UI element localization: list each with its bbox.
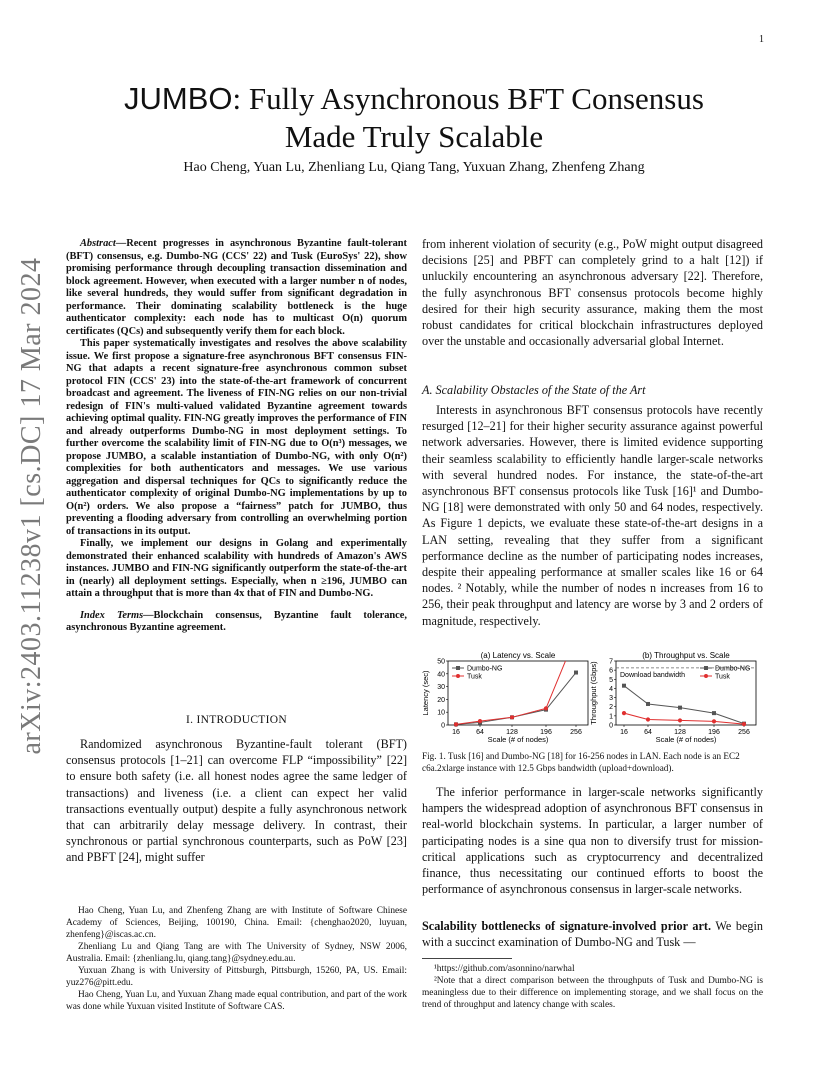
- y-tick-label: 1: [609, 713, 613, 721]
- y-tick-label: 40: [437, 671, 445, 679]
- paper-title: [64, 80, 764, 156]
- y-axis-label: Throughput (Gbps): [589, 661, 598, 725]
- subsection-heading-a: A. Scalability Obstacles of the State of the Art: [422, 383, 646, 397]
- legend-marker: [456, 666, 460, 670]
- series-line-tusk: [624, 713, 744, 724]
- x-tick-label: 128: [674, 729, 686, 736]
- title-line2: Made Truly Scalable: [284, 119, 544, 154]
- footnote-2: ²Note that a direct comparison between the throughputs of Tusk and Dumbo-NG is meaningless due to their difference on implementing storage, and we shall focus on the trend of throughput and latency change with scales.: [422, 976, 763, 1010]
- data-point: [478, 719, 482, 723]
- y-tick-label: 3: [609, 695, 613, 703]
- data-point: [574, 671, 578, 675]
- arxiv-identifier: arXiv:2403.11238v1 [cs.DC] 17 Mar 2024: [16, 257, 47, 755]
- data-point: [678, 706, 682, 710]
- footnote-1: ¹https://github.com/asonnino/narwhal: [434, 964, 575, 974]
- right-paragraph-3: The inferior performance in larger-scale networks significantly hampers the widespread adoption of asynchronous BFT consensus in real-world blockchain systems. In particular, a larger number of participating nodes is a sine qua non to diversify trust for mission-critical applications such as cryptocurrency and decentralized finance, thus necessitating our continued efforts to boost the performance of asynchronous consensus in larger-scale networks.: [422, 785, 763, 897]
- x-tick-label: 256: [570, 729, 582, 736]
- y-tick-label: 7: [609, 658, 613, 666]
- x-tick-label: 256: [738, 729, 750, 736]
- y-tick-label: 10: [437, 709, 445, 717]
- abstract-paragraph-3: Finally, we implement our designs in Golang and experimentally demonstrated their enhanced scalability with hundreds of Amazon's AWS instances. JUMBO and FIN-NG significantly outperform the state-of-the-art in (nearly) all deployment settings. Especially, when n ≥196, JUMBO can attain a throughput that is more than 4x that of FIN and Dumbo-NG.: [66, 538, 407, 599]
- right-paragraph-2: Interests in asynchronous BFT consensus protocols have recently resurged [12–21] for their higher security assurance against powerful network adversaries. However, there is limited evidence supporting their seamless scalability to efficiently handle larger-scale networks with several hundred nodes. For instance, the state-of-the-art asynchronous BFT consensus protocols like Tusk [16]¹ and Dumbo-NG [18] were demonstrated with only 50 and 64 nodes, respectively. As Figure 1 depicts, we evaluate these state-of-the-art designs in a LAN setting, revealing that they suffer from a significant performance decline as the number of participating nodes increases, despite their appealing performance at smaller scales like 16 or 64 nodes. ² Notably, while the number of nodes n increases from 16 to 256, their peak throughput and latency are worse by 3 and 2 orders of magnitude, respectively.: [422, 403, 763, 628]
- chart-latency-vs-scale: [421, 650, 588, 744]
- right-paragraph-1: from inherent violation of security (e.g., PoW might output disagreed decisions [25] and PBFT can completely grind to a halt [12]) if unluckily encountering an asynchronous adversary [22]. Therefore, the fully asynchronous BFT consensus protocols become highly desired for their high security assurance, making them the most robust candidates for critical blockchain infrastructures deployed over the unstable and occasionally adversarial global Internet.: [422, 237, 763, 349]
- right-paragraph-4: [422, 918, 763, 950]
- abstract-paragraph-2: This paper systematically investigates and resolves the above scalability issue. We first propose a signature-free asynchronous BFT consensus FIN-NG that adapts a recent signature-free asynchronous common subset protocol FIN (CCS' 23) into the state-of-the-art framework of concurrent broadcast and agreement. The liveness of FIN-NG relies on our non-trivial redesign of FIN's multi-valued validated Byzantine agreement towards achieving optimal quality. FIN-NG greatly improves the performance of FIN and already outperforms Dumbo-NG in most deployment settings. To further overcome the scalability limit of FIN-NG due to O(n³) messages, we propose JUMBO, a scalable instantiation of Dumbo-NG, with only O(n²) complexities for both authenticators and messages. We use various aggregation and dispersal techniques for QCs to significantly reduce the authenticator complexity of original Dumbo-NG implementations by up to O(n²) orders. We also propose a “fairness” patch for JUMBO, thus preventing a flooding adversary from controlling an overwhelming portion of transactions in its output.: [66, 338, 407, 537]
- bottlenecks-text: We begin with a succinct examination of Dumbo-NG and Tusk —: [422, 919, 763, 950]
- figure-1: [420, 650, 765, 748]
- footnote-affiliation-3: Yuxuan Zhang is with University of Pittsburgh, Pittsburgh, 15260, PA, US. Email: yuz276@pitt.edu.: [66, 966, 407, 988]
- intro-paragraph-1: Randomized asynchronous Byzantine-fault tolerant (BFT) consensus protocols [1–21] can overcome FLP “impossibility” [22] to ensure both safety (i.e. all honest nodes agree the same ledger of transactions) and liveness (i.e. a client can expect her valid transactions eventually output) despite a fully asynchronous network that can arbitrarily delay message delivery. In contrast, their synchronous or partial synchronous counterparts, such as PoW [23] and PBFT [24], might suffer: [66, 737, 407, 865]
- abstract-paragraph-1: —Recent progresses in asynchronous Byzantine fault-tolerant (BFT) consensus, e.g. Dumbo-NG (CCS' 22) and Tusk (EuroSys' 22), show promising performance through decoupling transaction dissemination and block agreement. However, when executed with a larger number n of nodes, like several hundreds, they would suffer from significant degradation in performance. Their dominating scalability bottleneck is the huge authenticator complexity: each node has to multicast O(n) quorum certificates (QCs) and subsequently verify them for each block.: [66, 238, 407, 337]
- x-tick-label: 16: [620, 729, 628, 736]
- x-tick-label: 64: [644, 729, 652, 736]
- data-point: [510, 715, 514, 719]
- data-point: [622, 684, 626, 688]
- x-tick-label: 64: [476, 729, 484, 736]
- footnote-contribution: Hao Cheng, Yuan Lu, and Yuxuan Zhang made equal contribution, and part of the work was done while Yuxuan visited Institute of Software CAS.: [66, 990, 407, 1012]
- data-point: [646, 702, 650, 706]
- right-footnotes: [422, 963, 763, 1011]
- title-line1: : Fully Asynchronous BFT Consensus: [232, 81, 704, 116]
- legend-marker: [704, 666, 708, 670]
- data-point: [454, 722, 458, 726]
- page-number: 1: [759, 34, 764, 45]
- chart-title: (a) Latency vs. Scale: [480, 651, 556, 660]
- footnote-affiliation-1: Hao Cheng, Yuan Lu, and Zhenfeng Zhang are with Institute of Software Chinese Academy of Sciences, Beijing, 100190, China. Email: {chenghao2020, luyuan, zhenfeng}@iscas.ac.cn.: [66, 906, 407, 940]
- y-axis-label: Latency (sec): [421, 670, 430, 716]
- y-tick-label: 0: [441, 722, 445, 730]
- y-tick-label: 5: [609, 676, 613, 684]
- left-footnotes: [66, 905, 407, 1013]
- section-heading-introduction: I. INTRODUCTION: [186, 714, 287, 726]
- index-terms-label: Index Terms: [80, 609, 144, 621]
- data-point: [544, 706, 548, 710]
- x-tick-label: 16: [452, 729, 460, 736]
- y-tick-label: 0: [609, 722, 613, 730]
- x-tick-label: 128: [506, 729, 518, 736]
- y-tick-label: 50: [437, 658, 445, 666]
- legend-entry: Tusk: [467, 673, 482, 681]
- y-tick-label: 2: [609, 704, 613, 712]
- bottlenecks-heading: Scalability bottlenecks of signature-involved prior art.: [422, 919, 711, 933]
- x-axis-label: Scale (# of nodes): [655, 735, 717, 744]
- data-point: [678, 718, 682, 722]
- data-point: [622, 711, 626, 715]
- y-tick-label: 4: [609, 685, 613, 693]
- abstract: [66, 238, 407, 635]
- y-tick-label: 6: [609, 667, 613, 675]
- figure-caption: Fig. 1. Tusk [16] and Dumbo-NG [18] for 16-256 nodes in LAN. Each node is an EC2 c6a.2xlarge instance with 12.5 Gbps bandwidth (upload+download).: [422, 751, 740, 773]
- chart-throughput-vs-scale: [589, 651, 756, 744]
- legend-entry: Dumbo-NG: [715, 665, 751, 673]
- data-point: [742, 722, 746, 726]
- x-tick-label: 196: [540, 729, 552, 736]
- legend-marker: [456, 674, 460, 678]
- legend-marker: [704, 674, 708, 678]
- x-axis-label: Scale (# of nodes): [487, 735, 549, 744]
- footnote-affiliation-2: Zhenliang Lu and Qiang Tang are with The University of Sydney, NSW 2006, Australia. Email: {zhenliang.lu, qiang.tang}@sydney.edu.au.: [66, 942, 407, 964]
- index-terms: —Blockchain consensus, Byzantine fault tolerance, asynchronous Byzantine agreement.: [66, 609, 407, 633]
- title-jumbo: JUMBO: [124, 81, 233, 116]
- chart-title: (b) Throughput vs. Scale: [642, 651, 730, 660]
- introduction-text: [66, 736, 407, 866]
- data-point: [646, 717, 650, 721]
- data-point: [712, 719, 716, 723]
- author-list: Hao Cheng, Yuan Lu, Zhenliang Lu, Qiang Tang, Yuxuan Zhang, Zhenfeng Zhang: [183, 160, 645, 175]
- legend-entry: Tusk: [715, 673, 730, 681]
- bandwidth-annotation: Download bandwidth: [620, 671, 685, 679]
- y-tick-label: 30: [437, 684, 445, 692]
- data-point: [712, 711, 716, 715]
- y-tick-label: 20: [437, 696, 445, 704]
- footnote-rule: [422, 958, 512, 959]
- legend-entry: Dumbo-NG: [467, 665, 503, 673]
- x-tick-label: 196: [708, 729, 720, 736]
- abstract-label: Abstract: [80, 238, 116, 249]
